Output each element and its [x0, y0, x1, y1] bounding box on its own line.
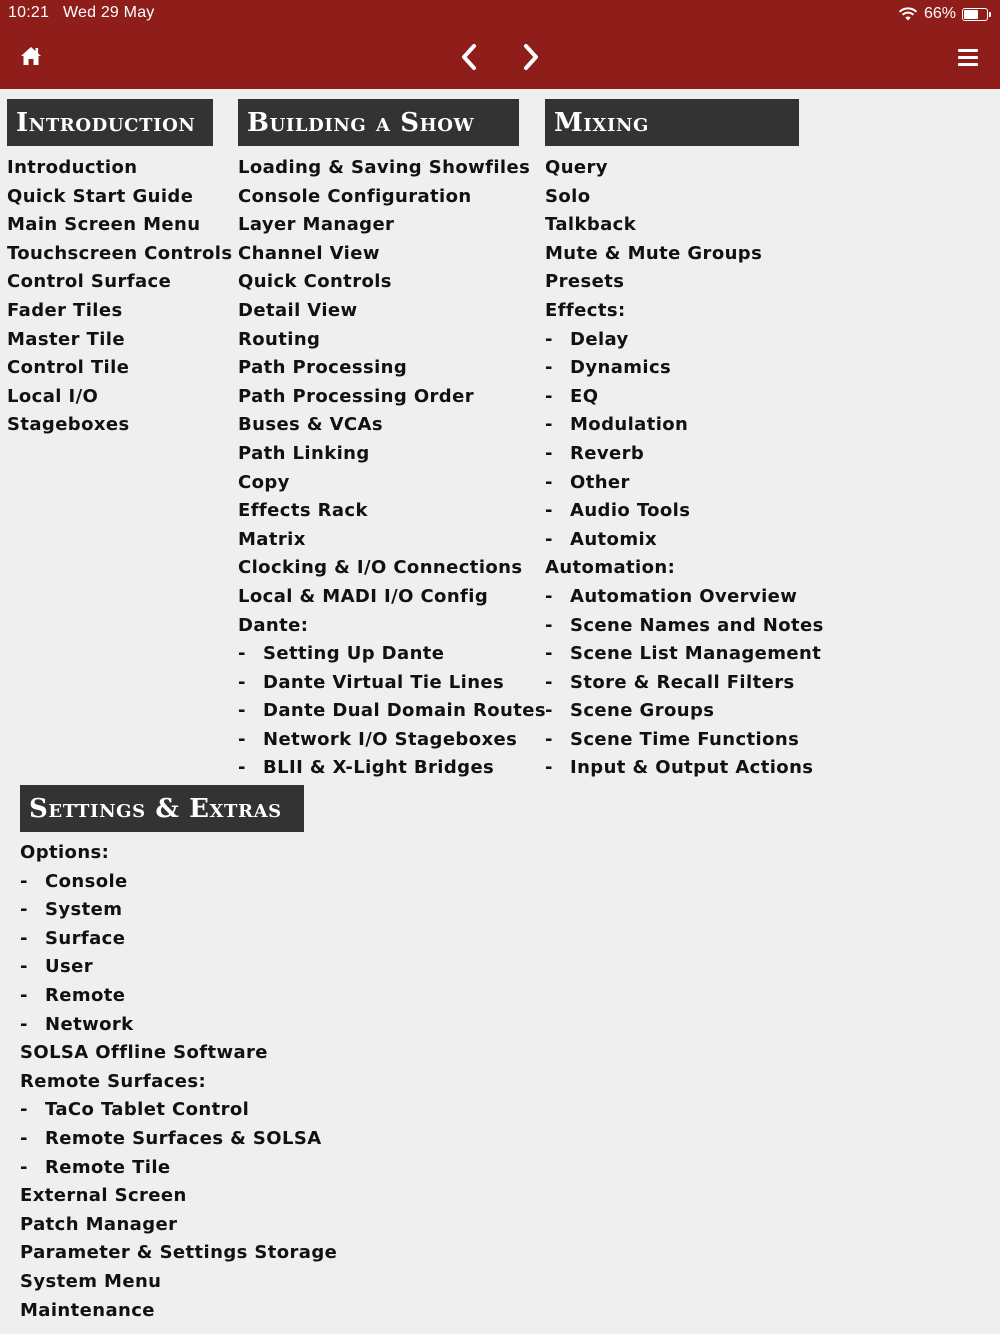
sub-topic-link[interactable] [238, 726, 546, 755]
status-time [8, 4, 155, 22]
building-a-show-header: Building a Show [238, 99, 519, 146]
item-label: Remote Surfaces: [20, 1070, 207, 1092]
topic-link[interactable] [238, 411, 546, 440]
bullet-dash: - [545, 500, 553, 522]
bullet-dash: - [545, 442, 553, 464]
sub-topic-link[interactable] [545, 669, 824, 698]
bullet-dash: - [545, 757, 553, 779]
item-label: Store & Recall Filters [570, 671, 795, 693]
sub-topic-link[interactable] [545, 497, 824, 526]
bullet-dash: - [545, 328, 553, 350]
item-label: Automation Overview [570, 585, 798, 607]
back-button[interactable] [458, 42, 482, 76]
item-label: Console Configuration [238, 185, 472, 207]
item-label: Scene Time Functions [570, 728, 800, 750]
item-label: Path Processing [238, 357, 408, 379]
battery-level [964, 10, 978, 19]
item-label: External Screen [20, 1185, 187, 1207]
item-label: Automix [570, 528, 658, 550]
topic-link[interactable] [20, 1211, 337, 1240]
topic-link[interactable] [238, 297, 546, 326]
topic-link[interactable] [7, 326, 232, 355]
item-label: Maintenance [20, 1299, 155, 1321]
chevron-right-icon [518, 42, 542, 72]
bullet-dash: - [238, 643, 246, 665]
bullet-dash: - [545, 385, 553, 407]
item-label: Effects: [545, 299, 626, 321]
item-label: Dante: [238, 614, 309, 636]
bullet-dash: - [545, 614, 553, 636]
topic-link[interactable] [238, 526, 546, 555]
item-label: Layer Manager [238, 214, 395, 236]
menu-button[interactable] [956, 46, 980, 72]
item-label: TaCo Tablet Control [45, 1099, 250, 1121]
sub-topic-link[interactable] [20, 1096, 337, 1125]
topic-link[interactable] [238, 326, 546, 355]
bullet-dash: - [20, 1013, 28, 1035]
topic-link[interactable] [238, 469, 546, 498]
sub-topic-link[interactable] [238, 640, 546, 669]
bullet-dash: - [20, 927, 28, 949]
topic-link[interactable] [7, 383, 232, 412]
topic-link[interactable] [238, 211, 546, 240]
topic-link[interactable] [238, 183, 546, 212]
bullet-dash: - [238, 671, 246, 693]
bullet-dash: - [545, 528, 553, 550]
hamburger-menu-icon [956, 46, 980, 68]
sub-topic-link[interactable] [545, 354, 824, 383]
sub-topic-link[interactable] [545, 469, 824, 498]
item-label: Modulation [570, 414, 689, 436]
mixing-header: Mixing [545, 99, 799, 146]
item-label: Delay [570, 328, 629, 350]
sub-topic-link[interactable] [545, 326, 824, 355]
item-label: Fader Tiles [7, 299, 123, 321]
status-clock: 10:21 [8, 4, 50, 21]
topic-link[interactable] [7, 211, 232, 240]
topic-link[interactable] [545, 268, 824, 297]
sub-topic-link[interactable] [545, 526, 824, 555]
item-label: Touchscreen Controls [7, 242, 233, 264]
topic-link[interactable] [238, 383, 546, 412]
item-label: Options: [20, 842, 110, 863]
sub-topic-link[interactable] [238, 669, 546, 698]
item-label: Matrix [238, 528, 306, 550]
sub-topic-link[interactable] [545, 697, 824, 726]
topic-link[interactable] [7, 183, 232, 212]
sub-topic-link[interactable] [20, 1011, 337, 1040]
mixing-list [545, 154, 824, 783]
sub-topic-link[interactable] [545, 383, 824, 412]
item-label: Stageboxes [7, 414, 130, 436]
settings-extras-list [20, 839, 337, 1325]
item-label: Console [45, 870, 128, 892]
item-label: Patch Manager [20, 1213, 178, 1235]
topic-link[interactable] [545, 240, 824, 269]
item-label: Dynamics [570, 357, 672, 379]
topic-link[interactable] [238, 440, 546, 469]
sub-topic-link[interactable] [20, 982, 337, 1011]
introduction-list [7, 154, 232, 440]
item-label: Scene Groups [570, 700, 715, 722]
sub-topic-link[interactable] [545, 726, 824, 755]
topic-link[interactable] [238, 154, 546, 183]
item-label: Dante Dual Domain Routes [263, 700, 546, 722]
item-label: Detail View [238, 299, 358, 321]
item-label: Input & Output Actions [570, 757, 814, 779]
top-bar [0, 0, 1000, 89]
group-heading [545, 554, 824, 583]
bullet-dash: - [20, 1156, 28, 1178]
item-label: Mute & Mute Groups [545, 242, 763, 264]
item-label: Quick Start Guide [7, 185, 194, 207]
bullet-dash: - [545, 728, 553, 750]
bullet-dash: - [20, 870, 28, 892]
item-label: Remote Tile [45, 1156, 171, 1178]
topic-link[interactable] [20, 1297, 337, 1326]
battery-percent: 66% [923, 5, 956, 22]
forward-button[interactable] [518, 42, 542, 76]
item-label: Setting Up Dante [263, 643, 445, 665]
item-label: BLII & X-Light Bridges [263, 757, 495, 779]
bullet-dash: - [20, 1099, 28, 1121]
bullet-dash: - [545, 643, 553, 665]
item-label: Local & MADI I/O Config [238, 585, 489, 607]
settings-extras-header: Settings & Extras [20, 785, 304, 832]
topic-link[interactable] [7, 240, 232, 269]
topic-link[interactable] [20, 1268, 337, 1297]
item-label: Automation: [545, 557, 676, 579]
sub-topic-link[interactable] [20, 868, 337, 897]
sub-topic-link[interactable] [20, 896, 337, 925]
topic-link[interactable] [238, 354, 546, 383]
item-label: Other [570, 471, 630, 493]
item-label: Parameter & Settings Storage [20, 1242, 338, 1264]
topic-link[interactable] [20, 1239, 337, 1268]
item-label: Quick Controls [238, 271, 392, 293]
battery-icon [962, 8, 988, 21]
group-heading [238, 612, 546, 641]
bullet-dash: - [20, 984, 28, 1006]
sub-topic-link[interactable] [545, 754, 824, 783]
building-a-show-list [238, 154, 546, 783]
item-label: Control Surface [7, 271, 172, 293]
sub-topic-link[interactable] [545, 583, 824, 612]
item-label: Solo [545, 185, 591, 207]
bullet-dash: - [545, 414, 553, 436]
topic-link[interactable] [545, 183, 824, 212]
item-label: EQ [570, 385, 599, 407]
topic-link[interactable] [20, 1039, 337, 1068]
item-label: Reverb [570, 442, 645, 464]
item-label: Remote Surfaces & SOLSA [45, 1127, 322, 1149]
item-label: Master Tile [7, 328, 125, 350]
sub-topic-link[interactable] [545, 411, 824, 440]
item-label: SOLSA Offline Software [20, 1042, 268, 1064]
item-label: User [45, 956, 94, 978]
topic-link[interactable] [7, 268, 232, 297]
sub-topic-link[interactable] [545, 440, 824, 469]
group-heading [545, 297, 824, 326]
sub-topic-link[interactable] [238, 754, 546, 783]
bullet-dash: - [545, 471, 553, 493]
item-label: Local I/O [7, 385, 99, 407]
bullet-dash: - [545, 357, 553, 379]
bullet-dash: - [545, 585, 553, 607]
status-date: Wed 29 May [62, 4, 155, 21]
topic-link[interactable] [238, 583, 546, 612]
topic-link[interactable] [7, 354, 232, 383]
sub-topic-link[interactable] [20, 1154, 337, 1183]
topic-link[interactable] [238, 240, 546, 269]
sub-topic-link[interactable] [20, 953, 337, 982]
topic-link[interactable] [238, 554, 546, 583]
topic-link[interactable] [7, 411, 232, 440]
item-label: Channel View [238, 242, 380, 264]
item-label: Remote [45, 984, 126, 1006]
group-heading [20, 1068, 337, 1097]
topic-link[interactable] [20, 1182, 337, 1211]
item-label: Presets [545, 271, 625, 293]
bullet-dash: - [20, 899, 28, 921]
item-label: Audio Tools [570, 500, 691, 522]
topic-link[interactable] [238, 268, 546, 297]
bullet-dash: - [545, 700, 553, 722]
item-label: Introduction [7, 157, 138, 178]
sub-topic-link[interactable] [238, 697, 546, 726]
home-button[interactable] [20, 46, 42, 70]
status-indicators [898, 4, 988, 24]
home-icon [20, 46, 42, 66]
item-label: Clocking & I/O Connections [238, 557, 523, 579]
item-label: Main Screen Menu [7, 214, 201, 236]
introduction-header: Introduction [7, 99, 213, 146]
group-heading [20, 839, 337, 868]
topic-link[interactable] [7, 154, 232, 183]
item-label: Control Tile [7, 357, 130, 379]
bullet-dash: - [20, 956, 28, 978]
item-label: Scene List Management [570, 643, 822, 665]
item-label: Path Processing Order [238, 385, 474, 407]
item-label: Network I/O Stageboxes [263, 728, 518, 750]
bullet-dash: - [545, 671, 553, 693]
item-label: Network [45, 1013, 134, 1035]
bullet-dash: - [238, 700, 246, 722]
sub-topic-link[interactable] [20, 925, 337, 954]
bullet-dash: - [238, 728, 246, 750]
sub-topic-link[interactable] [545, 612, 824, 641]
bullet-dash: - [238, 757, 246, 779]
topic-link[interactable] [545, 154, 824, 183]
chevron-left-icon [458, 42, 482, 72]
item-label: System [45, 899, 123, 921]
topic-link[interactable] [238, 497, 546, 526]
topic-link[interactable] [545, 211, 824, 240]
item-label: System Menu [20, 1270, 162, 1292]
item-label: Talkback [545, 214, 637, 236]
item-label: Buses & VCAs [238, 414, 383, 436]
wifi-icon [898, 6, 918, 22]
item-label: Surface [45, 927, 126, 949]
item-label: Routing [238, 328, 321, 350]
item-label: Copy [238, 471, 290, 493]
bullet-dash: - [20, 1127, 28, 1149]
item-label: Loading & Saving Showfiles [238, 157, 531, 178]
item-label: Effects Rack [238, 500, 368, 522]
topic-link[interactable] [7, 297, 232, 326]
item-label: Query [545, 157, 608, 178]
item-label: Scene Names and Notes [570, 614, 824, 636]
item-label: Path Linking [238, 442, 370, 464]
item-label: Dante Virtual Tie Lines [263, 671, 505, 693]
sub-topic-link[interactable] [545, 640, 824, 669]
sub-topic-link[interactable] [20, 1125, 337, 1154]
